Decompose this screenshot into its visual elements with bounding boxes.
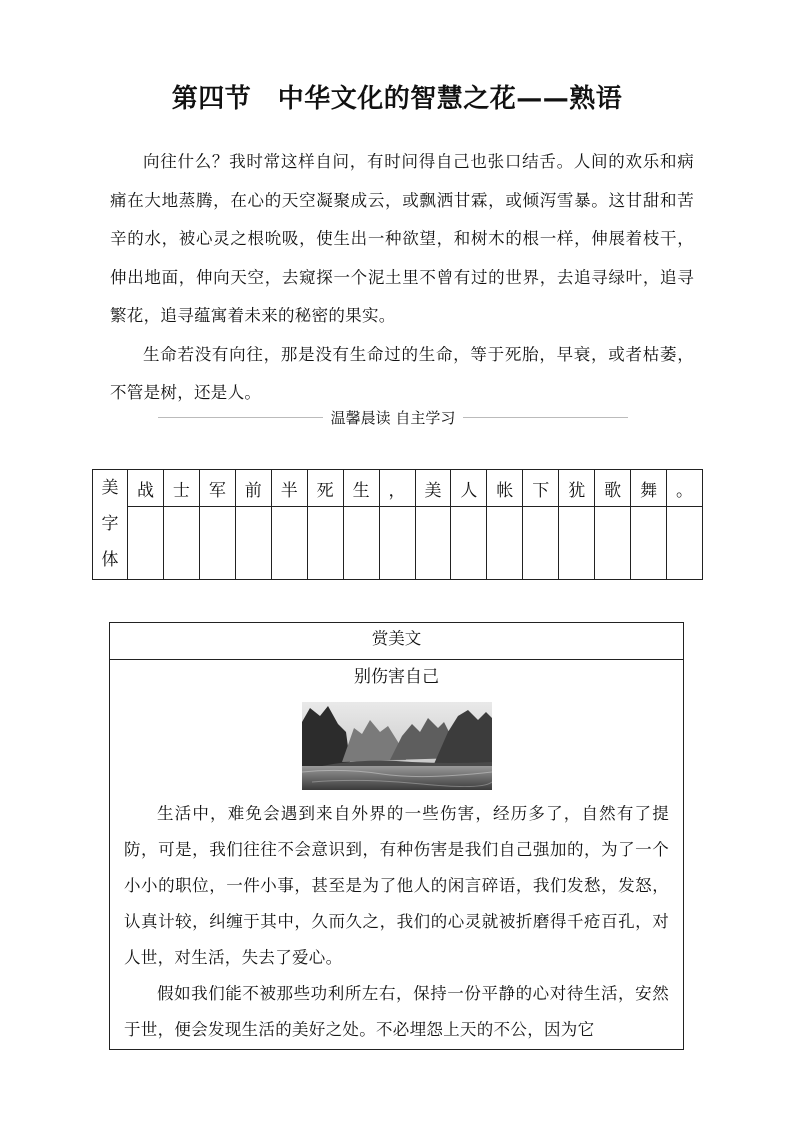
essay-paragraph: 假如我们能不被那些功利所左右，保持一份平静的心对待生活，安然于世，便会发现生活的美好之处。不必埋怨上天的不公，因为它 [124, 984, 669, 1039]
landscape-painting-icon [302, 702, 492, 790]
model-char-cell: 死 [307, 470, 343, 507]
section-divider-label: 温馨晨读 自主学习 [330, 408, 456, 427]
model-char-cell: ， [379, 470, 415, 507]
model-char-cell: 前 [235, 470, 271, 507]
model-char-cell: 生 [343, 470, 379, 507]
essay-text [124, 796, 669, 1048]
practice-cell[interactable] [523, 507, 559, 580]
practice-cell[interactable] [451, 507, 487, 580]
model-char-cell: 歌 [595, 470, 631, 507]
model-char-cell: 美 [415, 470, 451, 507]
section-divider [158, 405, 628, 429]
practice-cell[interactable] [199, 507, 235, 580]
practice-cell[interactable] [163, 507, 199, 580]
practice-cell[interactable] [379, 507, 415, 580]
practice-cell[interactable] [271, 507, 307, 580]
essay-title: 别伤害自己 [354, 667, 439, 687]
model-characters-row [93, 470, 703, 507]
practice-cell[interactable] [487, 507, 523, 580]
practice-cell[interactable] [343, 507, 379, 580]
model-char-cell: 舞 [631, 470, 667, 507]
essay-paragraph: 生活中，难免会遇到来自外界的一些伤害，经历多了，自然有了提防，可是，我们往往不会意识到，有种伤害是我们自己强加的，为了一个小小的职位，一件小事，甚至是为了他人的闲言碎语，我们发愁，发怒，认真计较，纠缠于其中，久而久之，我们的心灵就被折磨得千疮百孔，对人世，对生活，失去了爱心。 [124, 804, 669, 967]
essay-box [109, 622, 684, 1050]
model-char-cell: 。 [667, 470, 703, 507]
intro-paragraph: 向往什么？我时常这样自问，有时问得自己也张口结舌。人间的欢乐和病痛在大地蒸腾，在心的天空凝聚成云，或飘洒甘霖，或倾泻雪暴。这甘甜和苦辛的水，被心灵之根吮吸，使生出一种欲望，和树木的根一样，伸展着枝干，伸出地面，伸向天空，去窥探一个泥土里不曾有过的世界，去追寻绿叶，追寻繁花，追寻蕴寓着未来的秘密的果实。 [110, 152, 694, 325]
essay-box-header: 赏美文 [110, 623, 683, 660]
model-char-cell: 半 [271, 470, 307, 507]
model-char-cell: 战 [128, 470, 164, 507]
model-char-cell: 人 [451, 470, 487, 507]
practice-cell[interactable] [595, 507, 631, 580]
model-char-cell: 帐 [487, 470, 523, 507]
practice-cell[interactable] [128, 507, 164, 580]
divider-line-left [158, 417, 323, 418]
row-label-cell [93, 470, 128, 580]
practice-cell[interactable] [667, 507, 703, 580]
model-char-cell: 士 [163, 470, 199, 507]
page-title: 第四节 中华文化的智慧之花——熟语 [171, 84, 623, 114]
divider-line-right [463, 417, 628, 418]
practice-row [93, 507, 703, 580]
practice-cell[interactable] [415, 507, 451, 580]
row-label-char: 美 [101, 478, 119, 498]
row-label-char: 体 [101, 550, 119, 570]
practice-cell[interactable] [235, 507, 271, 580]
intro-paragraph: 生命若没有向往，那是没有生命过的生命，等于死胎，早衰，或者枯萎，不管是树，还是人。 [110, 344, 694, 402]
practice-cell[interactable] [559, 507, 595, 580]
practice-cell[interactable] [307, 507, 343, 580]
row-label-char: 字 [101, 514, 119, 534]
model-char-cell: 下 [523, 470, 559, 507]
model-char-cell: 犹 [559, 470, 595, 507]
model-char-cell: 军 [199, 470, 235, 507]
intro-text [110, 143, 694, 413]
practice-cell[interactable] [631, 507, 667, 580]
calligraphy-copy-table [92, 469, 703, 580]
